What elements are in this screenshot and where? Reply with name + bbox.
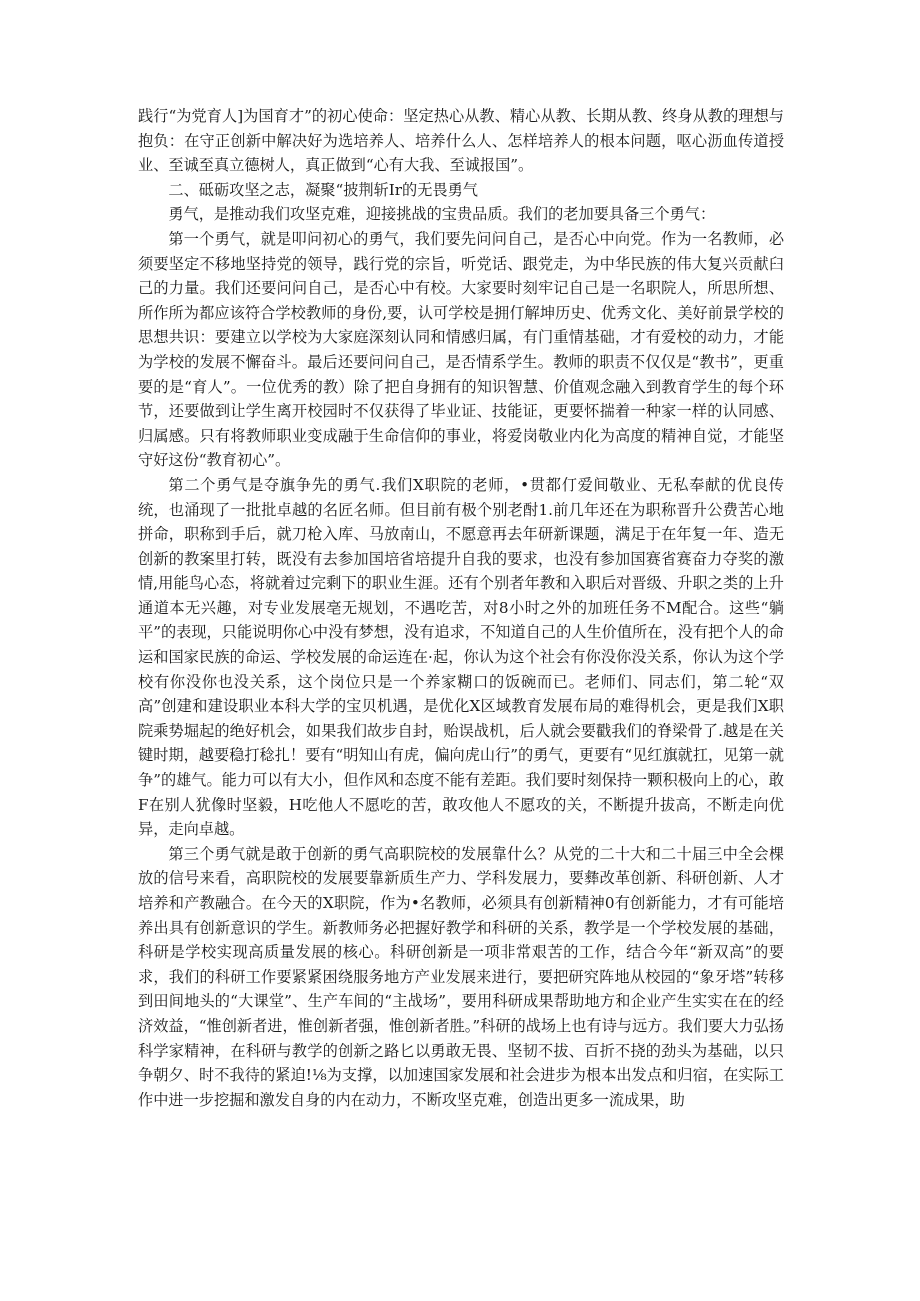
document-body	[138, 104, 784, 1112]
paragraph-courage-intro: 勇气，是推动我们攻坚克难，迎接挑战的宝贵品质。我们的老加要具备三个勇气：	[168, 205, 716, 224]
paragraph-mission: 践行“为党育人]为国育才”的初心使命：坚定热心从教、精心从教、长期从教、终身从教的理想与抱负：在守正创新中解决好为选培养人、培养什么人、怎样培养人的根本问题，呕心沥血传道授业、至诚至真立德树人，真正做到“心有大我、至诚报国”。	[138, 107, 784, 175]
paragraph-courage-1: 第一个勇气，就是叩问初心的勇气，我们要先问问自己，是否心中向党。作为一名教师，必须要坚定不移地坚持党的领导，践行党的宗旨，听党话、跟党走，为中华民族的伟大复兴贡献臼己的力量。我们还要问问自己，是否心中有校。大家要时刻牢记自己是一名职院人，所思所想、所作所为都应该符合学校教师的身份,要，认可学校是拥仃解坤历史、优秀文化、美好前景学校的思想共识：要建立以学校为大家庭深刻认同和情感归属，有门重情基础，才有爱校的动力，才能为学校的发展不懈奋斗。最后还要问问自己，是否情系学生。教师的职责不仅仅是“教书”，更重要的是“育人”。一位优秀的教）除了把自身拥有的知识智慧、价值观念融入到教育学生的每个环节，还要做到让学生离开校园时不仅获得了毕业证、技能证，更要怀揣着一种家一样的认同感、归属感。只有将教师职业变成融于生命信仰的事业，将爱岗敬业内化为高度的精神自觉，才能坚守好这份“教育初心”。	[138, 229, 784, 470]
paragraph-courage-2: 第二个勇气是夺旗争先的勇气.我们X职院的老师，•贯都仃爱间敬业、无私奉献的优良传统，也涌现了一批批卓越的名匠名师。但目前有极个别老酎1.前几年还在为职称晋升公费苦心地拼命，职称到手后，就刀枪入库、马放南山，不愿意再去年研新课题，满足于在年复一年、造无创新的教案里打转，既没有去参加国培省培提升自我的要求，也没有参加国赛省赛奋力夺奖的激情,用能鸟心态，将就着过完剩下的职业生涯。还有个别者年教和入职后对晋级、升职之类的上升通道本无兴趣，对专业发展亳无规划，不遇吃苦，对8小时之外的加班任务不M配合。这些“躺平”的表现，只能说明你心中没有梦想，没有追求，不知道自己的人生价值所在，没有把个人的命运和国家民族的命运、学校发展的命运连在·起，你认为这个社会有你没你没关系，你认为这个学校有你没你也没关系，这个岗位只是一个养家糊口的饭碗而已。老师们、同志们，第二轮“双高”创建和建设职业本科大学的宝贝机遇，是优化X区域教育发展布局的难得机会，更是我们X职院乘势堀起的绝好机会，如果我们故步自封，贻误战机，后人就会要戳我们的脊梁骨了.越是在关键时期，越要稳打稔扎！要有“明知山有虎，偏向虎山行”的勇气，更要有“见红旗就扛，见第一就争”的雄气。能力可以有大小，但作风和态度不能有差距。我们要时刻保持一颗积极向上的心，敢F在别人犹像时坚毅，H吃他人不愿吃的苦，敢攻他人不愿攻的关，不断提升拔高，不断走向优异，走向卓越。	[138, 475, 784, 839]
paragraph-courage-3: 第三个勇气就是敢于创新的勇气高职院校的发展靠什么？从党的二十大和二十届三中全会棵放的信号来看，高职院校的发展要靠新质生产力、学科发展力，要彝改革创新、科研创新、人才培养和产教融合。在今天的X职院，作为•名教师，必须具有创新精神0有创新能力，才有可能培养出具有创新意识的学生。新教师务必把握好教学和科研的关系，教学是一个学校发展的基础，科研是学校实现高质量发展的核心。科研创新是一项非常艰苦的工作，结合今年“新双高”的要求，我们的科研工作要紧紧困绕服务地方产业发展来进行，要把研究阵地从校园的“象牙塔”转移到田间地头的“大课堂”、生产车间的“主战场”，要用科研成果帮助地方和企业产生实实在在的经济效益，“惟创新者进，惟创新者强，惟创新者胜。”科研的战场上也有诗与远方。我们要大力弘扬科学家精神，在科研与教学的创新之路匕以勇敢无畏、坚韧不拔、百折不挠的劲头为基础，以只争朝夕、时不我待的紧迫!⅛为支撑，以加速国家发展和社会进步为根本出发点和归宿，在实际工作中进一步挖掘和激发自身的内在动力，不断攻坚克难，创造出更多一流成果，助	[138, 844, 784, 1109]
section-heading-2: 二、砥砺攻坚之志，凝聚“披荆斩Ir的无畏勇气	[168, 180, 478, 199]
